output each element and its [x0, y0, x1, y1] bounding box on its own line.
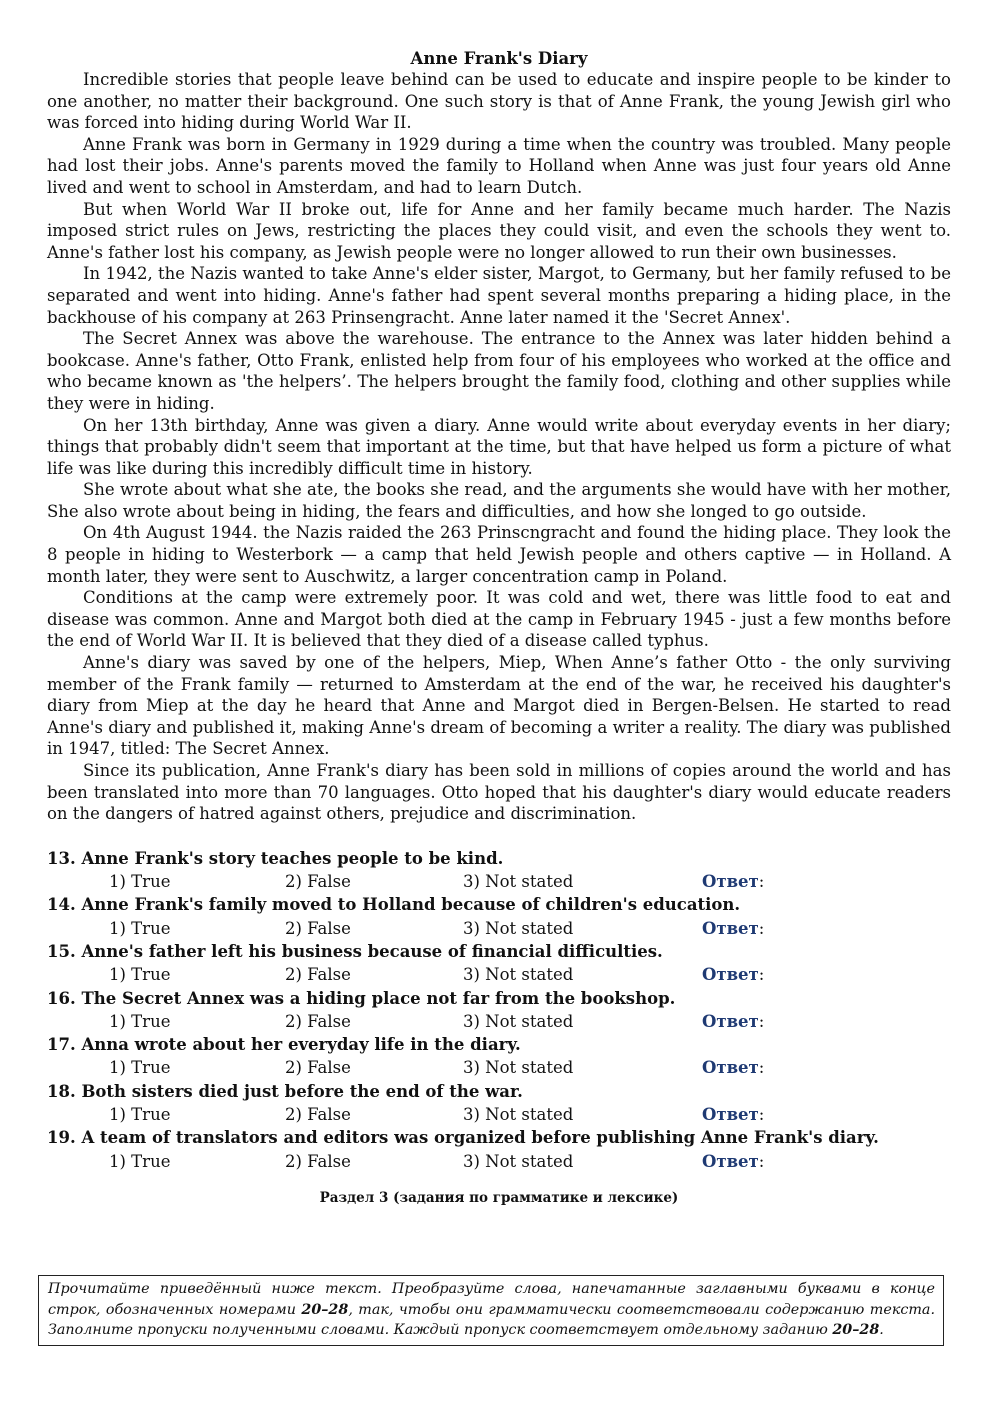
question-17 — [47, 1033, 951, 1080]
instructions-text: . — [879, 1322, 884, 1338]
page — [47, 48, 951, 1208]
question-19 — [47, 1126, 951, 1173]
option-false[interactable]: 2) False — [285, 1011, 351, 1031]
option-false[interactable]: 2) False — [285, 1058, 351, 1078]
answer-field[interactable] — [702, 1150, 764, 1173]
paragraph: Since its publication, Anne Frank's diary has been sold in millions of copies around the world and has been translated into more than 70 languages. Otto hoped that his daughter's diary would educate readers on the dangers of hatred against others, prejudice and discrimination. — [47, 761, 951, 824]
paragraph: On her 13th birthday, Anne was given a diary. Anne would write about everyday events in her diary; things that probably didn't seem that important at the time, but that have helped us form a picture of what life was like during this incredibly difficult time in history. — [47, 415, 951, 478]
option-not-stated[interactable]: 3) Not stated — [463, 1151, 574, 1171]
answer-label: Ответ — [702, 918, 759, 938]
question-text: 15. Anne's father left his business because of financial difficulties. — [47, 941, 663, 961]
option-true[interactable]: 1) True — [109, 1105, 171, 1125]
answer-colon: : — [758, 965, 765, 985]
answer-options — [47, 1103, 951, 1126]
article-title: Anne Frank's Diary — [410, 49, 588, 68]
question-text: 14. Anne Frank's family moved to Holland because of children's education. — [47, 895, 741, 915]
question-14 — [47, 893, 951, 940]
answer-label: Ответ — [702, 1011, 759, 1031]
answer-field[interactable] — [702, 1056, 764, 1079]
answer-options — [47, 963, 951, 986]
option-false[interactable]: 2) False — [285, 965, 351, 985]
option-true[interactable]: 1) True — [109, 1058, 171, 1078]
answer-label: Ответ — [702, 1105, 759, 1125]
paragraph: Incredible stories that people leave behind can be used to educate and inspire people to be kinder to one another, no matter their background. One such story is that of Anne Frank, the young Jewish girl who was forced into hiding during World War II. — [47, 70, 951, 133]
question-text: 17. Anna wrote about her everyday life in the diary. — [47, 1035, 521, 1055]
answer-colon: : — [758, 918, 765, 938]
option-not-stated[interactable]: 3) Not stated — [463, 1105, 574, 1125]
answer-field[interactable] — [702, 870, 764, 893]
option-false[interactable]: 2) False — [285, 1151, 351, 1171]
answer-options — [47, 1010, 951, 1033]
instructions-text: Прочитайте приведённый ниже текст. Преобразуйте слова, напечатанные заглавными буквами в конце строк, обозначенных номерами — [48, 1281, 935, 1318]
answer-label: Ответ — [702, 872, 759, 892]
question-16 — [47, 987, 951, 1034]
option-true[interactable]: 1) True — [109, 1011, 171, 1031]
question-13 — [47, 847, 951, 894]
instructions-text: , так, чтобы они грамматически соответствовали содержанию текста. Заполните пропуски полученными словами. Каждый пропуск соответствует отдельному заданию — [48, 1301, 935, 1338]
answer-field[interactable] — [702, 1010, 764, 1033]
answer-label: Ответ — [702, 1151, 759, 1171]
paragraph: But when World War II broke out, life for Anne and her family became much harder. The Nazis imposed strict rules on Jews, restricting the places they could visit, and even the schools they went to. Anne's father lost his company, as Jewish people were no longer allowed to run their own businesses. — [47, 199, 951, 262]
instructions-box — [38, 1275, 944, 1346]
question-18 — [47, 1080, 951, 1127]
option-true[interactable]: 1) True — [109, 872, 171, 892]
answer-options — [47, 870, 951, 893]
option-true[interactable]: 1) True — [109, 918, 171, 938]
paragraph: Anne's diary was saved by one of the helpers, Miep, When Anne’s father Otto - the only surviving member of the Frank family — returned to Amsterdam at the end of the war, he received his daughter's diary from Miep at the day he heard that Anne and Margot died in Bergen-Belsen. He started to read Anne's diary and published it, making Anne's dream of becoming a writer a reality. The diary was published in 1947, titled: The Secret Annex. — [47, 653, 951, 759]
question-15 — [47, 940, 951, 987]
option-not-stated[interactable]: 3) Not stated — [463, 1058, 574, 1078]
option-true[interactable]: 1) True — [109, 965, 171, 985]
answer-colon: : — [758, 1058, 765, 1078]
paragraph: She wrote about what she ate, the books she read, and the arguments she would have with her mother, She also wrote about being in hiding, the fears and difficulties, and how she longed to go outside. — [47, 480, 951, 521]
option-not-stated[interactable]: 3) Not stated — [463, 918, 574, 938]
paragraph: The Secret Annex was above the warehouse. The entrance to the Annex was later hidden behind a bookcase. Anne's father, Otto Frank, enlisted help from four of his employees who worked at the office and who became known as 'the helpers’. The helpers brought the family food, clothing and other supplies while they were in hiding. — [47, 329, 951, 413]
answer-label: Ответ — [702, 1058, 759, 1078]
task-range: 20–28 — [301, 1301, 349, 1318]
option-false[interactable]: 2) False — [285, 918, 351, 938]
article-body — [47, 69, 951, 825]
option-true[interactable]: 1) True — [109, 1151, 171, 1171]
question-text: 18. Both sisters died just before the end of the war. — [47, 1081, 523, 1101]
paragraph: On 4th August 1944. the Nazis raided the 263 Prinscngracht and found the hiding place. They look the 8 people in hiding to Westerbork — a camp that held Jewish people and others captive — in Holland. A month later, they were sent to Auschwitz, a larger concentration camp in Poland. — [47, 523, 951, 586]
answer-options — [47, 917, 951, 940]
paragraph: Anne Frank was born in Germany in 1929 during a time when the country was troubled. Many people had lost their jobs. Anne's parents moved the family to Holland when Anne was just four years old Anne lived and went to school in Amsterdam, and had to learn Dutch. — [47, 134, 951, 197]
answer-options — [47, 1150, 951, 1173]
paragraph: Conditions at the camp were extremely poor. It was cold and wet, there was little food to eat and disease was common. Anne and Margot both died at the camp in February 1945 - just a few months before the end of World War II. It is believed that they died of a disease called typhus. — [47, 588, 951, 651]
option-false[interactable]: 2) False — [285, 872, 351, 892]
answer-field[interactable] — [702, 917, 764, 940]
answer-field[interactable] — [702, 963, 764, 986]
option-not-stated[interactable]: 3) Not stated — [463, 872, 574, 892]
answer-options — [47, 1056, 951, 1079]
section-title: Раздел 3 (задания по грамматике и лексике) — [319, 1189, 679, 1206]
question-text: 19. A team of translators and editors was organized before publishing Anne Frank's diary. — [47, 1128, 879, 1148]
answer-colon: : — [758, 1151, 765, 1171]
question-text: 16. The Secret Annex was a hiding place not far from the bookshop. — [47, 988, 676, 1008]
answer-field[interactable] — [702, 1103, 764, 1126]
question-text: 13. Anne Frank's story teaches people to be kind. — [47, 848, 504, 868]
answer-colon: : — [758, 1011, 765, 1031]
option-not-stated[interactable]: 3) Not stated — [463, 1011, 574, 1031]
answer-colon: : — [758, 1105, 765, 1125]
option-not-stated[interactable]: 3) Not stated — [463, 965, 574, 985]
option-false[interactable]: 2) False — [285, 1105, 351, 1125]
question-list — [47, 847, 951, 1173]
answer-colon: : — [758, 872, 765, 892]
task-range: 20–28 — [832, 1322, 880, 1338]
paragraph: In 1942, the Nazis wanted to take Anne's elder sister, Margot, to Germany, but her family refused to be separated and went into hiding. Anne's father had spent several months preparing a hiding place, in the backhouse of his company at 263 Prinsengracht. Anne later named it the 'Secret Annex'. — [47, 264, 951, 327]
answer-label: Ответ — [702, 965, 759, 985]
